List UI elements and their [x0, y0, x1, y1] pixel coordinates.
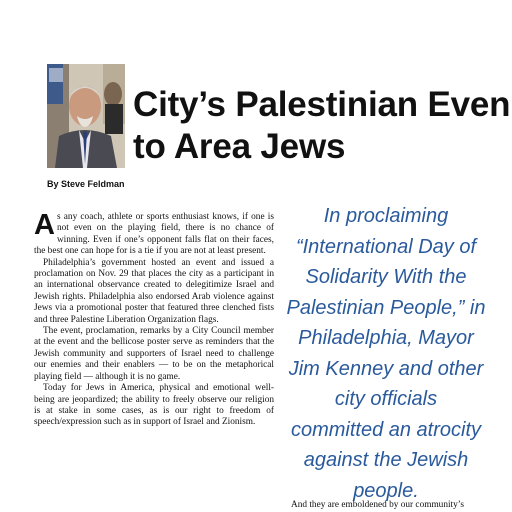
headline-line-2: to Area Jews: [133, 127, 346, 166]
paragraph-1-text: s any coach, athlete or sports enthusiast knows, if one is not even on the playing field, there is no chance of winning. Even if one’s opponent falls flat on their faces, the best one can hope for is a tie if you are not at least present.: [34, 212, 274, 257]
author-portrait-icon: [47, 64, 125, 168]
paragraph-4: Today for Jews in America, physical and emotional well-being are jeopardized; the ability to freely observe our religion is at stake in some cases, as is our right to freedom of speech/expression such as in support of Israel and Zionism.: [34, 383, 274, 428]
article-headline: [133, 84, 512, 168]
author-photo: [47, 64, 125, 168]
paragraph-1: [34, 212, 274, 258]
headline-line-1: City’s Palestinian Even: [133, 85, 511, 124]
paragraph-2: Philadelphia’s government hosted an event and issued a proclamation on Nov. 29 that places the city as a participant in an international observance created to delegitimize Israel and Jewish rights. Philadelphia also endorsed Arab violence against Jews via a promotional poster that featured three clenched fists and three Palestine Liberation Organization flags.: [34, 257, 274, 325]
byline: By Steve Feldman: [47, 179, 125, 189]
pull-quote: In proclaiming “International Day of Solidarity With the Palestinian People,” in Philadelphia, Mayor Jim Kenney and other city officials committed an atrocity against the Jewish people.: [286, 205, 486, 502]
article-body-right-column: And they are emboldened by our community’s: [291, 500, 464, 510]
article-body-left-column: [34, 212, 274, 512]
drop-cap: A: [34, 212, 55, 241]
paragraph-3: The event, proclamation, remarks by a City Council member at the event and the bellicose poster serve as reminders that the Jewish community and supporters of Israel need to challenge our enemies and their enablers — to be on the metaphorical playing field — although it is no game.: [34, 326, 274, 382]
